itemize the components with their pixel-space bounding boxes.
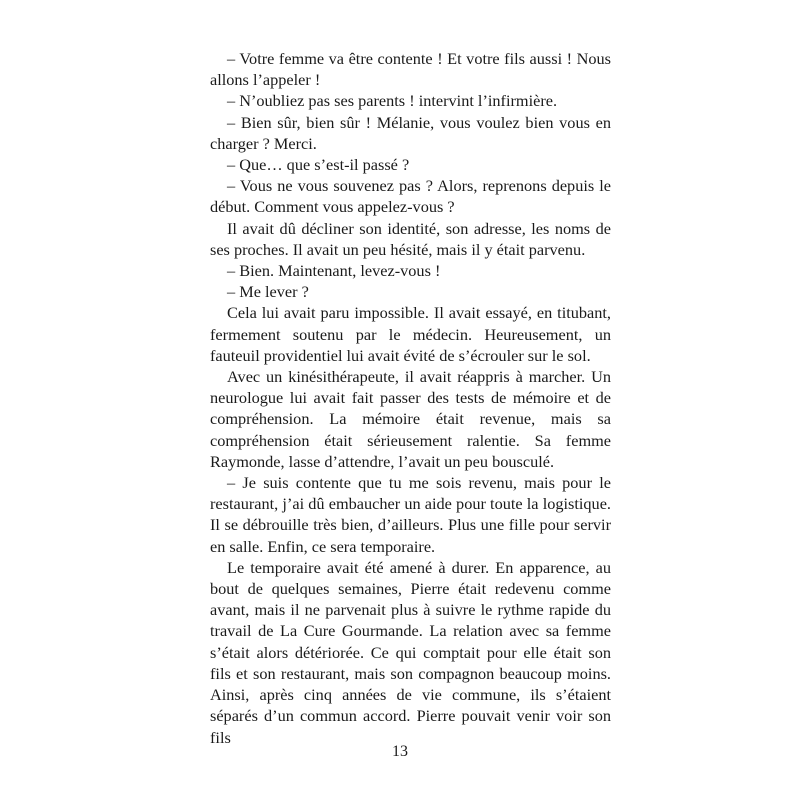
paragraph-2: – N’oubliez pas ses parents ! intervint l’infirmière. [227, 91, 558, 111]
paragraph-7: – Bien. Maintenant, levez-vous ! [227, 261, 441, 281]
paragraph-8: – Me lever ? [227, 282, 309, 302]
paragraph-1: – Votre femme va être contente ! Et votre fils aussi ! Nous allons l’appeler ! [210, 49, 611, 90]
text-block [210, 48, 611, 748]
page-number: 13 [392, 743, 408, 760]
paragraph-11: – Je suis contente que tu me sois revenu, mais pour le restaurant, j’ai dû embaucher un aide pour toute la logistique. Il se débrouille très bien, d’ailleurs. Plus une fille pour servir en salle. Enfin, ce sera temporaire. [210, 473, 611, 556]
paragraph-4: – Que… que s’est-il passé ? [227, 155, 410, 175]
paragraph-3: – Bien sûr, bien sûr ! Mélanie, vous voulez bien vous en charger ? Merci. [210, 112, 611, 153]
page-body [210, 48, 611, 748]
paragraph-12: Le temporaire avait été amené à durer. En apparence, au bout de quelques semaines, Pierre était redevenu comme avant, mais il ne parvenait plus à suivre le rythme rapide du travail de La Cure Gourmande. La relation avec sa femme s’était alors détériorée. Ce qui comptait pour elle était son fils et son restaurant, mais son compagnon beaucoup moins. Ainsi, après cinq années de vie commune, ils s’étaient séparés d’un commun accord. Pierre pouvait venir voir son fils [210, 557, 611, 747]
paragraph-9: Cela lui avait paru impossible. Il avait essayé, en titubant, fermement soutenu par le médecin. Heureusement, un fauteuil providentiel lui avait évité de s’écrouler sur le sol. [210, 303, 611, 365]
paragraph-6: Il avait dû décliner son identité, son adresse, les noms de ses proches. Il avait un peu hésité, mais il y était parvenu. [210, 218, 611, 259]
paragraph-10: Avec un kinésithérapeute, il avait réappris à marcher. Un neurologue lui avait fait passer des tests de mémoire et de compréhension. La mémoire était revenue, mais sa compréhension était sérieusement ralentie. Sa femme Raymonde, lasse d’attendre, l’avait un peu bousculé. [210, 367, 611, 471]
paragraph-5: – Vous ne vous souvenez pas ? Alors, reprenons depuis le début. Comment vous appelez-vous ? [210, 176, 611, 217]
